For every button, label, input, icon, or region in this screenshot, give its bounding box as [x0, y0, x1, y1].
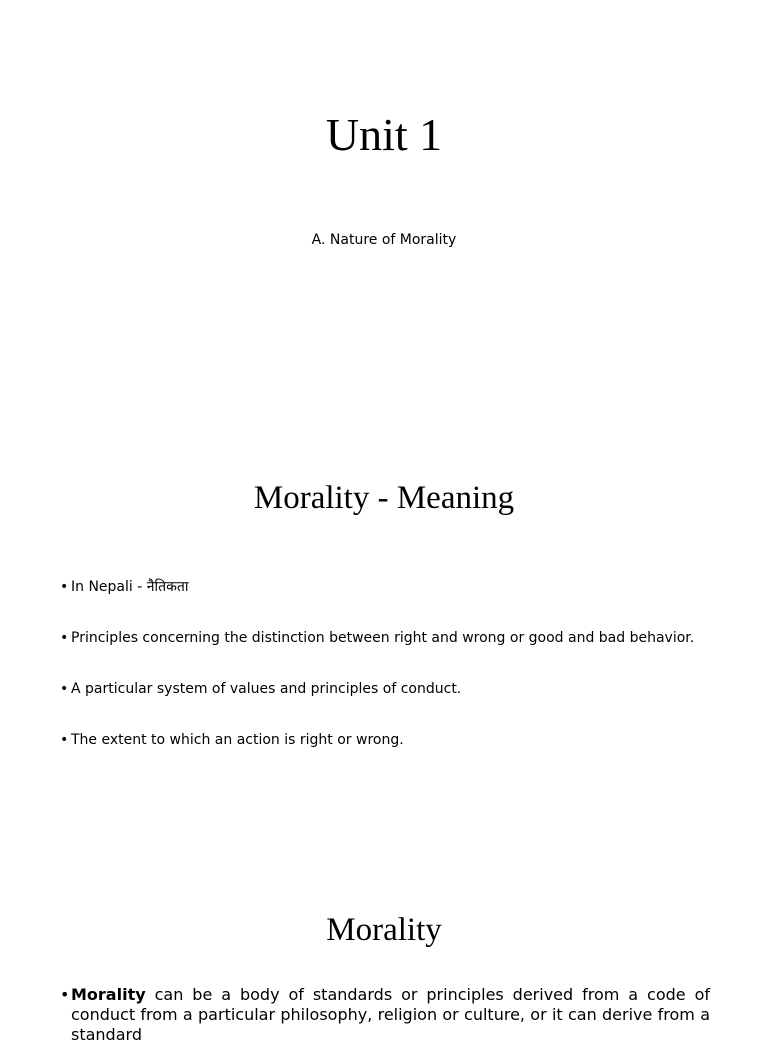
- slide-title: Morality: [326, 912, 442, 948]
- bullet-text: Principles concerning the distinction between right and wrong or good and bad behavior.: [71, 630, 695, 646]
- bullet-icon: •: [60, 579, 69, 595]
- bullet-icon: •: [60, 630, 69, 646]
- bullet-text: can be a body of standards or principles derived from a code of conduct from a particular philosophy, religion or culture, or it can derive from a standard: [71, 985, 710, 1044]
- bullet-icon: •: [60, 681, 69, 697]
- bullet-text: A particular system of values and principles of conduct.: [71, 681, 462, 697]
- slide-subtitle: A. Nature of Morality: [311, 232, 457, 248]
- bullet-icon: •: [60, 732, 69, 748]
- bullet-text: The extent to which an action is right or wrong.: [71, 732, 404, 748]
- list-item: [60, 985, 710, 1045]
- bullet-text: In Nepali - नैतिकता: [71, 579, 189, 595]
- slide-title: Unit 1: [325, 109, 443, 160]
- slide-title: Morality - Meaning: [253, 480, 515, 516]
- bullet-icon: •: [60, 985, 70, 1004]
- bullet-term: Morality: [71, 985, 146, 1004]
- bullet-list: [60, 985, 710, 1045]
